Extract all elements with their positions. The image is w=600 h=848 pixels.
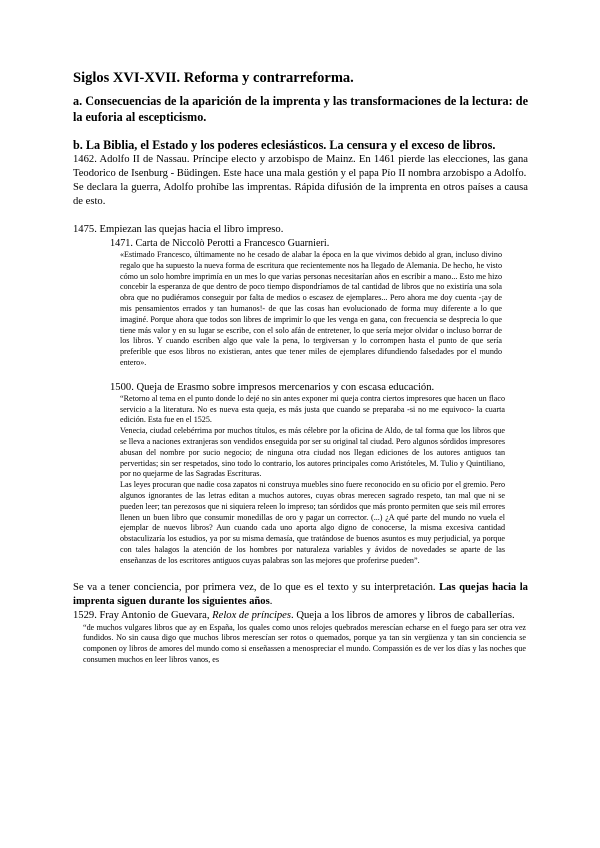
quote-1500 [120, 394, 505, 567]
section-b-heading: b. La Biblia, el Estado y los poderes eclesiásticos. La censura y el exceso de libros. [73, 138, 496, 152]
paragraph-awareness: Se va a tener conciencia, por primera vez, de lo que es el texto y su interpretación. Las quejas hacia la imprenta siguen durante los siguientes años. [73, 581, 528, 607]
quote-1500-part-1: “Retorno al tema en el punto donde lo dejé no sin antes exponer mi queja contra ciertos impresores que hacen un flaco servicio a la literatura. No es nueva esta queja, es más justa que cuando se preparaba -si no me equivoco- la cuarta edición. Esta fue en el 1525. [120, 393, 505, 425]
p1529-lead: 1529. Fray Antonio de Guevara, [73, 609, 210, 621]
paragraph-1475: 1475. Empiezan las quejas hacia el libro impreso. [73, 224, 284, 235]
page-title: Siglos XVI-XVII. Reforma y contrarreforma. [73, 70, 354, 86]
quote-1500-part-2: Venecia, ciudad celebérrima por muchos títulos, es más célebre por la oficina de Aldo, de tal forma que los libros que se lleva a naciones extranjeras son vendidos enseguida por ser su original tal ciudad. Pero algunos sórdidos impresores abusan del nombre por sucio negocio; de ninguna otra ciudad nos llegan ediciones de los autores antiguos tan pervertidas; sin ser respetados, sino todo lo contrario, los autores principales como Aristóteles, M. Tulio y Quintiliano, por no quejarme de las Sagradas Escrituras. [120, 426, 505, 479]
quote-1529: “de muchos vulgares libros que ay en España, los quales como unos relojes quebrados merescían echarse en el fuego para ser otra vez fundidos. No sin causa digo que muchos libros merescían ser rotos o quemados, porque ya tan sin vergüenza y tan sin conciencia se componen oy libros de amores del mundo como si enseñassen a menospreciar el mundo. Compassión es de ver los días y las noches que consumen muchos en leer libros vanos, es [83, 622, 526, 664]
p1529-tail: . Queja a los libros de amores y libros de caballerías. [291, 609, 515, 621]
quote-1500-part-3: Las leyes procuran que nadie cosa zapatos ni construya muebles sino fuere reconocido en su oficio por el gremio. Pero algunos ignorantes de las letras editan a muchos autores, cuyas obras merecen sagrado respeto, tan mal que ni se pueden leer; tan perezosos que ni siquiera releen lo impreso; tan sórdidos que más pronto permiten que seis mil errores llenen un buen libro que consumir monedillas de oro y pagar un corrector. (...) ¿A qué parte del mundo no vuela el ejemplar de nuevos libros? Aun cuando cada uno aporta algo digno de conocerse, la misma excesiva cantidad obstaculizaría los estudios, ya por su misma demasía, que tratándose de buenos asuntos es muy perjudicial, ya porque con tales halagos la atención de los hombres por naturaleza variables y ávidos de novedades se aparte de las enseñanzas de los escritores antiguos cuyas palabras son las mejores que proferirse pueden”. [120, 480, 506, 565]
quote-1471: «Estimado Francesco, últimamente no he cesado de alabar la época en la que vivimos debido al gran, incluso divino regalo que ha supuesto la nueva forma de escritura que recientemente nos ha llegado de Alemania. De hecho, he visto cómo un solo hombre imprimía en un mes lo que varias personas necesitarían años en escribir a mano... Esto me hizo concebir la esperanza de que dentro de poco tiempo dispondríamos de tal cantidad de libros que no existiría una sola obra que no pudiéramos conseguir por falta de medios o escasez de ejemplares... Pero ahora me doy cuenta -¡ay de mis pensamientos errados y tan humanos!- de que las cosas han evolucionado de forma muy diferente a lo que imaginé. Porque ahora que todos son libres de imprimir lo que les venga en gana, con frecuencia se desprecia lo que tiene más valor y en su lugar se escribe, con el solo afán de entretener, lo que sería mejor olvidar o incluso borrar de los libros. Y cuando escriben algo que vale la pena, lo tergiversan y lo corrompen hasta el punto de que sería preferible que esos libros no existieran, antes que tener miles de ejemplares difundiendo falsedades por el mundo entero». [120, 250, 502, 367]
paragraph-war: Se declara la guerra, Adolfo prohíbe las imprentas. Rápida difusión de la imprenta en otros países a causa de esto. [73, 182, 528, 207]
paragraph-1462: 1462. Adolfo II de Nassau. Príncipe electo y arzobispo de Mainz. En 1461 pierde las elecciones, las gana Teodorico de Isenburg - Büdingen. Este hace una mala gestión y el papa Pío II nombra arzobispo a Adolfo. [73, 154, 528, 179]
spacer [73, 209, 528, 223]
work-title: Relox de príncipes [212, 609, 292, 621]
document-body [73, 70, 528, 666]
awareness-text: Se va a tener conciencia, por primera vez, de lo que es el texto y su interpretación. [73, 581, 436, 593]
awareness-bold-text: Las quejas hacia la imprenta siguen durante los siguientes años [73, 581, 528, 607]
item-1471: 1471. Carta de Niccolò Perotti a Francesco Guarnieri. [110, 238, 330, 249]
item-1500: 1500. Queja de Erasmo sobre impresos mercenarios y con escasa educación. [110, 381, 435, 393]
spacer [73, 567, 528, 581]
paragraph-1529 [73, 609, 528, 623]
section-a-heading: a. Consecuencias de la aparición de la imprenta y las transformaciones de la lectura: de la euforia al escepticismo. [73, 94, 528, 124]
